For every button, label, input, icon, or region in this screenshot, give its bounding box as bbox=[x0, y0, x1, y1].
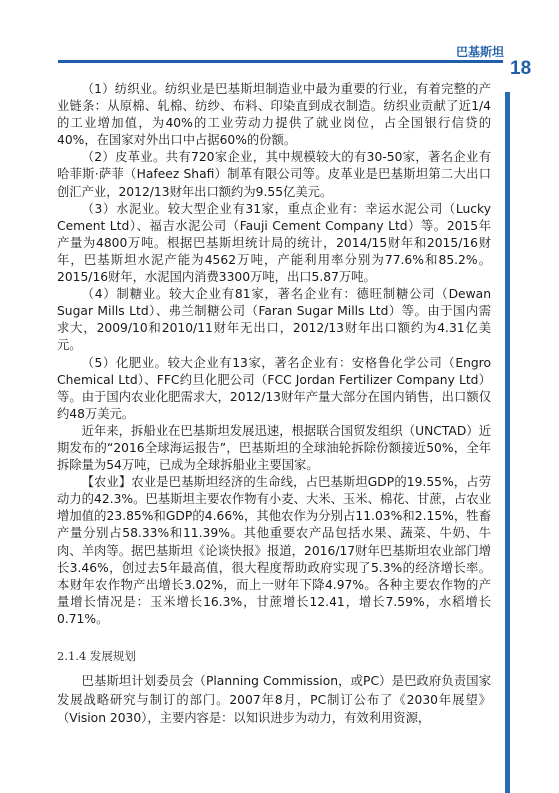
paragraph-cement: （3）水泥业。较大型企业有31家，重点企业有：幸运水泥公司（Lucky Cement Ltd）、福吉水泥公司（Fauji Cement Company Ltd）等。2015年产量为4800万吨。根据巴基斯坦统计局的统计，2014/15财年和2015/16财年，巴基斯坦水泥产能为4562万吨，产能利用率分别为77.6%和85.2%。2015/16财年，水泥国内消费3300万吨，出口5.87万吨。 bbox=[57, 201, 491, 285]
side-accent-bar bbox=[505, 92, 510, 793]
section-body bbox=[57, 672, 491, 728]
paragraph-fertilizer: （5）化肥业。较大企业有13家，著名企业有：安格鲁化学公司（Engro Chemical Ltd）、FFC约旦化肥公司（FCC Jordan Fertilizer Company Ltd）等。由于国内农业化肥需求大，2012/13财年产量大部分在国内销售，出口额仅约48万美元。 bbox=[57, 355, 491, 421]
paragraph-planning: 巴基斯坦计划委员会（Planning Commission，或PC）是巴政府负责国家发展战略研究与制订的部门。2007年8月，PC制订公布了《2030年展望》（Vision 2030），主要内容是：以知识进步为动力，有效利用资源， bbox=[57, 674, 491, 725]
header-rule bbox=[58, 60, 503, 63]
paragraph-agriculture: 【农业】农业是巴基斯坦经济的生命线，占巴基斯坦GDP的19.55%，占劳动力的42.3%。巴基斯坦主要农作物有小麦、大米、玉米、棉花、甘蔗，占农业增加值的23.85%和GDP的4.66%，其他农作为分别占11.03%和2.15%，牲畜产量分别占58.33%和11.39%。其他重要农产品包括水果、蔬菜、牛奶、牛肉、羊肉等。据巴基斯坦《论谈快报》报道，2016/17财年巴基斯坦农业部门增长3.46%，创过去5年最高值，很大程度帮助政府实现了5.3%的经济增长率。本财年农作物产出增长3.02%，而上一财年下降4.97%。各种主要农作物的产量增长情况是：玉米增长16.3%，甘蔗增长12.41，增长7.59%，水稻增长0.71%。 bbox=[57, 475, 491, 626]
page-number: 18 bbox=[510, 58, 532, 79]
header-title: 巴基斯坦 bbox=[456, 45, 505, 59]
paragraph-shipbreaking: 近年来，拆船业在巴基斯坦发展迅速，根据联合国贸发组织（UNCTAD）近期发布的“2016全球海运报告”，巴基斯坦的全球油轮拆除份额接近50%，全年拆除量为54万吨，已成为全球拆船业主要国家。 bbox=[57, 423, 491, 473]
main-body bbox=[57, 81, 491, 628]
paragraph-sugar: （4）制糖业。较大企业有81家，著名企业有：德旺制糖公司（Dewan Sugar Mills Ltd）、弗兰制糖公司（Faran Sugar Mills Ltd）等。由于国内需求大，2009/10和2010/11财年无出口，2012/13财年出口额约为4.31亿美元。 bbox=[57, 287, 491, 353]
paragraph-leather: （2）皮革业。共有720家企业，其中规模较大的有30-50家，著名企业有哈菲斯·萨菲（Hafeez Shafi）制革有限公司等。皮革业是巴基斯坦第二大出口创汇产业，2012/13财年出口额约为9.55亿美元。 bbox=[57, 150, 491, 199]
paragraph-textile: （1）纺织业。纺织业是巴基斯坦制造业中最为重要的行业，有着完整的产业链条：从原棉、轧棉、纺纱、布料、印染直到成衣制造。纺织业贡献了近1/4的工业增加值，为40%的工业劳动力提供了就业岗位，占全国银行信贷的40%，在国家对外出口中占据60%的份额。 bbox=[57, 82, 491, 148]
section-heading: 2.1.4 发展规划 bbox=[57, 649, 136, 663]
